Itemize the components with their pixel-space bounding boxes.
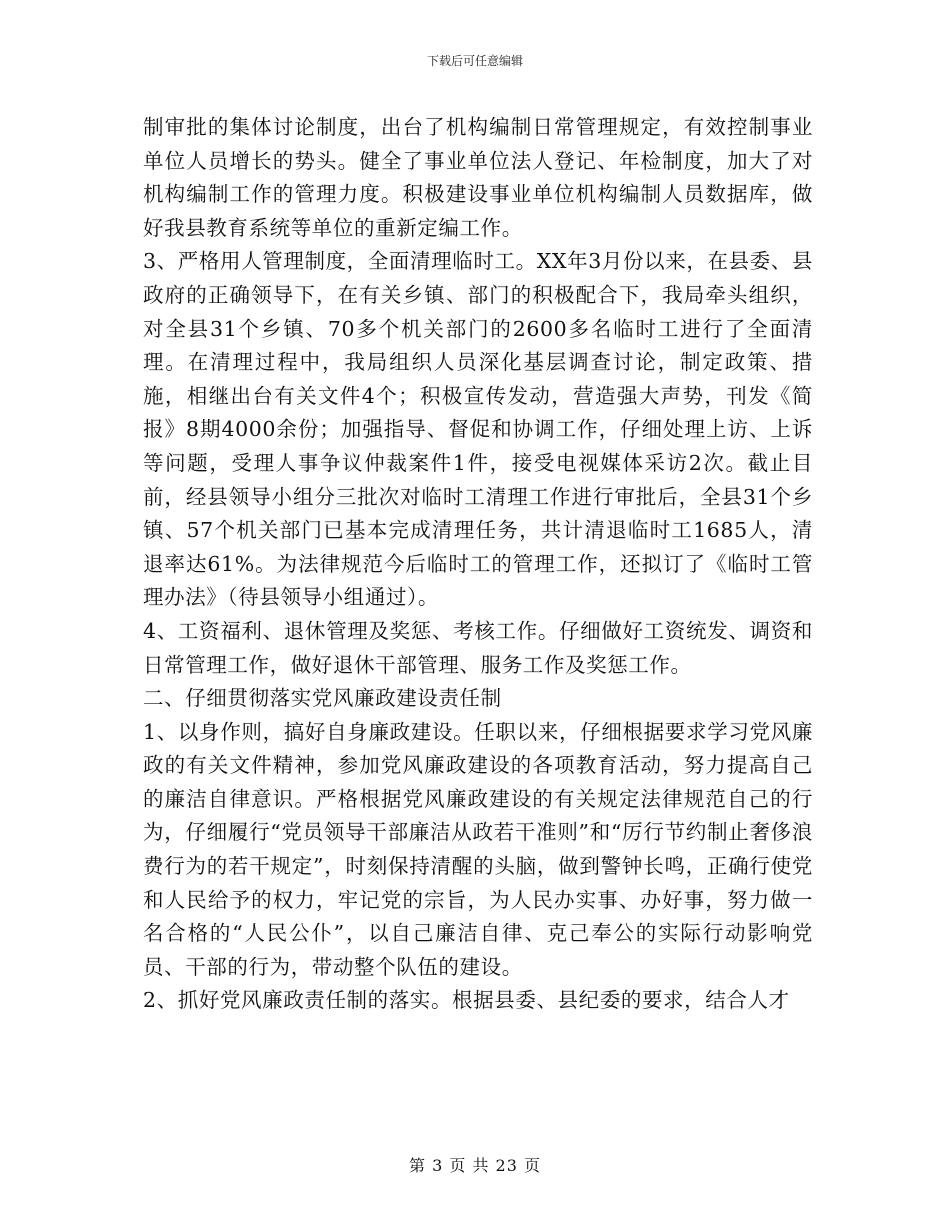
paragraph: 4、工资福利、退休管理及奖惩、考核工作。仔细做好工资统发、调资和日常管理工作，做好退休干部管理、服务工作及奖惩工作。 bbox=[143, 618, 813, 677]
section-heading: 二、仔细贯彻落实党风廉政建设责任制 bbox=[143, 686, 502, 711]
page-number: 第 3 页 共 23 页 bbox=[409, 1156, 541, 1175]
paragraph: 2、抓好党风廉政责任制的落实。根据县委、县纪委的要求，结合人才 bbox=[143, 988, 790, 1013]
paragraph: 制审批的集体讨论制度，出台了机构编制日常管理规定，有效控制事业单位人员增长的势头。健全了事业单位法人登记、年检制度，加大了对机构编制工作的管理力度。积极建设事业单位机构编制人员数据库，做好我县教育系统等单位的重新定编工作。 bbox=[143, 115, 813, 240]
page-footer bbox=[0, 1156, 950, 1176]
header-note: 下载后可任意编辑 bbox=[426, 54, 523, 68]
paragraph: 1、以身作则，搞好自身廉政建设。任职以来，仔细根据要求学习党风廉政的有关文件精神，参加党风廉政建设的各项教育活动，努力提高自己的廉洁自律意识。严格根据党风廉政建设的有关规定法律规范自己的行为，仔细履行“党员领导干部廉洁从政若干准则”和“厉行节约制止奢侈浪费行为的若干规定”，时刻保持清醒的头脑，做到警钟长鸣，正确行使党和人民给予的权力，牢记党的宗旨，为人民办实事、办好事，努力做一名合格的“人民公仆”，以自己廉洁自律、克己奉公的实际行动影响党员、干部的行为，带动整个队伍的建设。 bbox=[143, 719, 813, 979]
document-body bbox=[143, 111, 813, 1018]
paragraph: 3、严格用人管理制度，全面清理临时工。XX年3月份以来，在县委、县政府的正确领导下，在有关乡镇、部门的积极配合下，我局牵头组织，对全县31个乡镇、70多个机关部门的2600多名临时工进行了全面清理。在清理过程中，我局组织人员深化基层调查讨论，制定政策、措施，相继出台有关文件4个；积极宣传发动，营造强大声势，刊发《简报》8期4000余份；加强指导、督促和协调工作，仔细处理上访、上诉等问题，受理人事争议仲裁案件1件，接受电视媒体采访2次。截止目前，经县领导小组分三批次对临时工清理工作进行审批后，全县31个乡镇、57个机关部门已基本完成清理任务，共计清退临时工1685人，清退率达61%。为法律规范今后临时工的管理工作，还拟订了《临时工管理办法》（待县领导小组通过）。 bbox=[143, 249, 813, 610]
page-header bbox=[0, 53, 950, 69]
